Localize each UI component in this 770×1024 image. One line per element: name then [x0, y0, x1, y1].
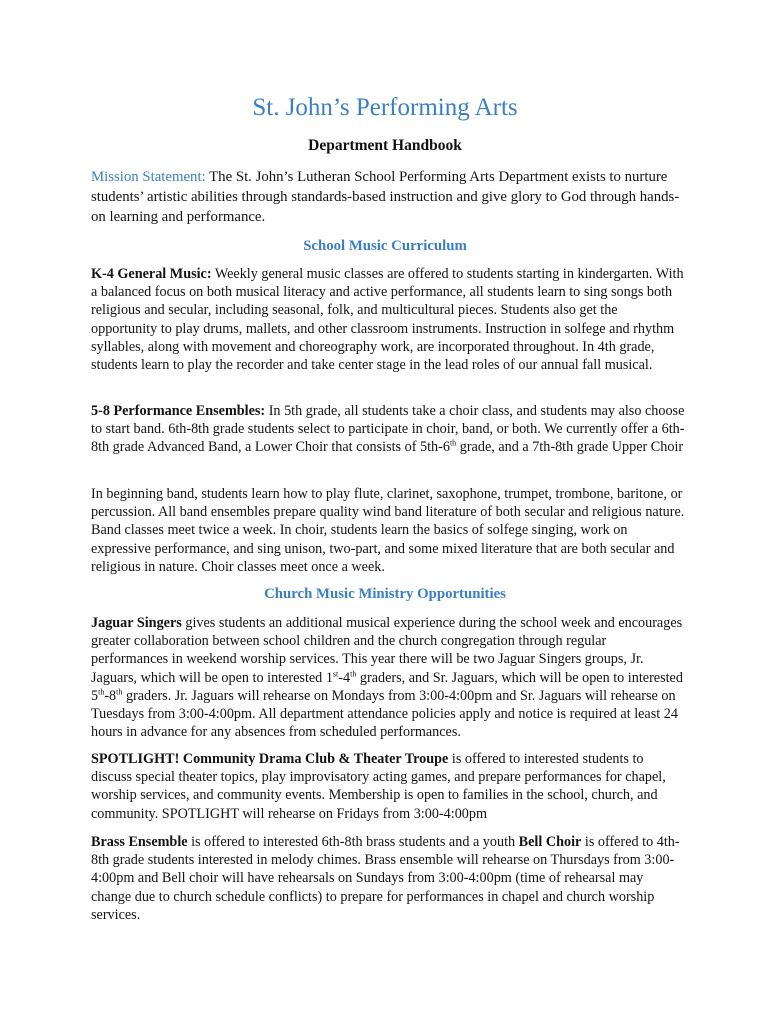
spotlight-text: is offered to interested students to discuss special theater topics, play improvisatory acting games, and prepare performances for chapel, worship services, and community events. Membership is open to families in the school, church, and community. SPOTLIGHT will rehearse on Fridays from 3:00-4:00pm: [91, 751, 666, 822]
brass-label: Brass Ensemble: [91, 834, 188, 850]
ensembles-text-b: grade, and a 7th-8th grade Upper Choir: [456, 439, 684, 456]
jaguar-text-e: graders. Jr. Jaguars will rehearse on Mondays from 3:00-4:00pm and Sr. Jaguars will rehearse on Tuesdays from 3:00-4:00pm. All department attendance policies apply and notice is required at least 24 hours in advance for any absences from scheduled performances.: [91, 687, 678, 741]
section-heading-curriculum: School Music Curriculum: [303, 238, 467, 254]
brass-text-a: is offered to interested 6th-8th brass students and a youth: [187, 834, 519, 850]
paragraph-beginning-band: In beginning band, students learn how to play flute, clarinet, saxophone, trumpet, trombone, baritone, or percussion. All band ensembles prepare quality wind band literature of both secular and religious nature. Band classes meet twice a week. In choir, students learn the basics of solfege singing, work on expressive performance, and sing unison, two-part, and some mixed literature that are both secular and religious in nature. Choir classes meet once a week.: [91, 486, 685, 575]
k4-label: K-4 General Music:: [91, 266, 212, 282]
jaguar-text-a: gives students an additional musical experience during the school week and encourages greater collaboration between school children and the church congregation through regular performances in weekend worship services. This year there will be two Jaguar Singers groups, Jr. Jaguars, which will be open to interested 1: [91, 615, 683, 686]
jaguar-label: Jaguar Singers: [91, 615, 182, 631]
jaguar-sup-d: th: [116, 687, 123, 697]
jaguar-text-d: -8: [104, 687, 117, 704]
mission-label: Mission Statement: [91, 169, 202, 185]
page-title: St. John’s Performing Arts: [252, 94, 518, 121]
ensembles-sup-a: th: [449, 438, 457, 448]
brass-text-b: is offered to 4th-8th grade students interested in melody chimes. Brass ensemble will rehearse on Thursdays from 3:00-4:00pm and Bell choir will have rehearsals on Sundays from 3:00-4:00pm (time of rehearsal may change due to church schedule conflicts) to prepare for performances in chapel and church worship services.: [91, 834, 680, 923]
ensembles-text-a: In 5th grade, all students take a choir class, and students may also choose to start band. 6th-8th grade students select to participate in choir, band, or both. We currently offer a 6th-8th grade Advanced Band, a Lower Choir that consists of 5th-6: [91, 403, 685, 456]
section-heading-church: Church Music Ministry Opportunities: [264, 586, 506, 602]
paragraph-jaguar-singers: [91, 614, 685, 741]
mission-colon: :: [201, 169, 206, 185]
jaguar-sup-c: th: [98, 687, 105, 697]
jaguar-text-b: -4: [338, 669, 351, 686]
mission-text: The St. John’s Lutheran School Performing Arts Department exists to nurture students’ artistic abilities through standards-based instruction and give glory to God through hands-on learning and performance.: [91, 169, 680, 225]
mission-statement: [91, 168, 685, 227]
paragraph-spotlight: [91, 750, 685, 823]
ensembles-label: 5-8 Performance Ensembles:: [91, 403, 266, 419]
bell-choir-label: Bell Choir: [518, 834, 582, 850]
jaguar-sup-b: th: [350, 668, 357, 678]
k4-text: Weekly general music classes are offered to students starting in kindergarten. With a balanced focus on both musical literacy and active performance, all students learn to sing songs both religious and secular, including seasonal, folk, and multicultural pieces. Students also get the opportunity to play drums, mallets, and other classroom instruments. Instruction in solfege and rhythm syllables, along with movement and choreography work, are incorporated throughout. In 4th grade, students learn to play the recorder and take center stage in the lead roles of our annual fall musical.: [91, 266, 684, 374]
jaguar-sup-a: st: [332, 668, 339, 678]
page-subtitle: Department Handbook: [308, 137, 462, 154]
paragraph-brass-ensemble: [91, 833, 685, 924]
paragraph-performance-ensembles: [91, 402, 685, 457]
paragraph-k4-general-music: [91, 265, 685, 374]
spotlight-label: SPOTLIGHT! Community Drama Club & Theater Troupe: [91, 751, 449, 767]
jaguar-text-c: graders, and Sr. Jaguars, which will be open to interested 5: [91, 669, 683, 704]
